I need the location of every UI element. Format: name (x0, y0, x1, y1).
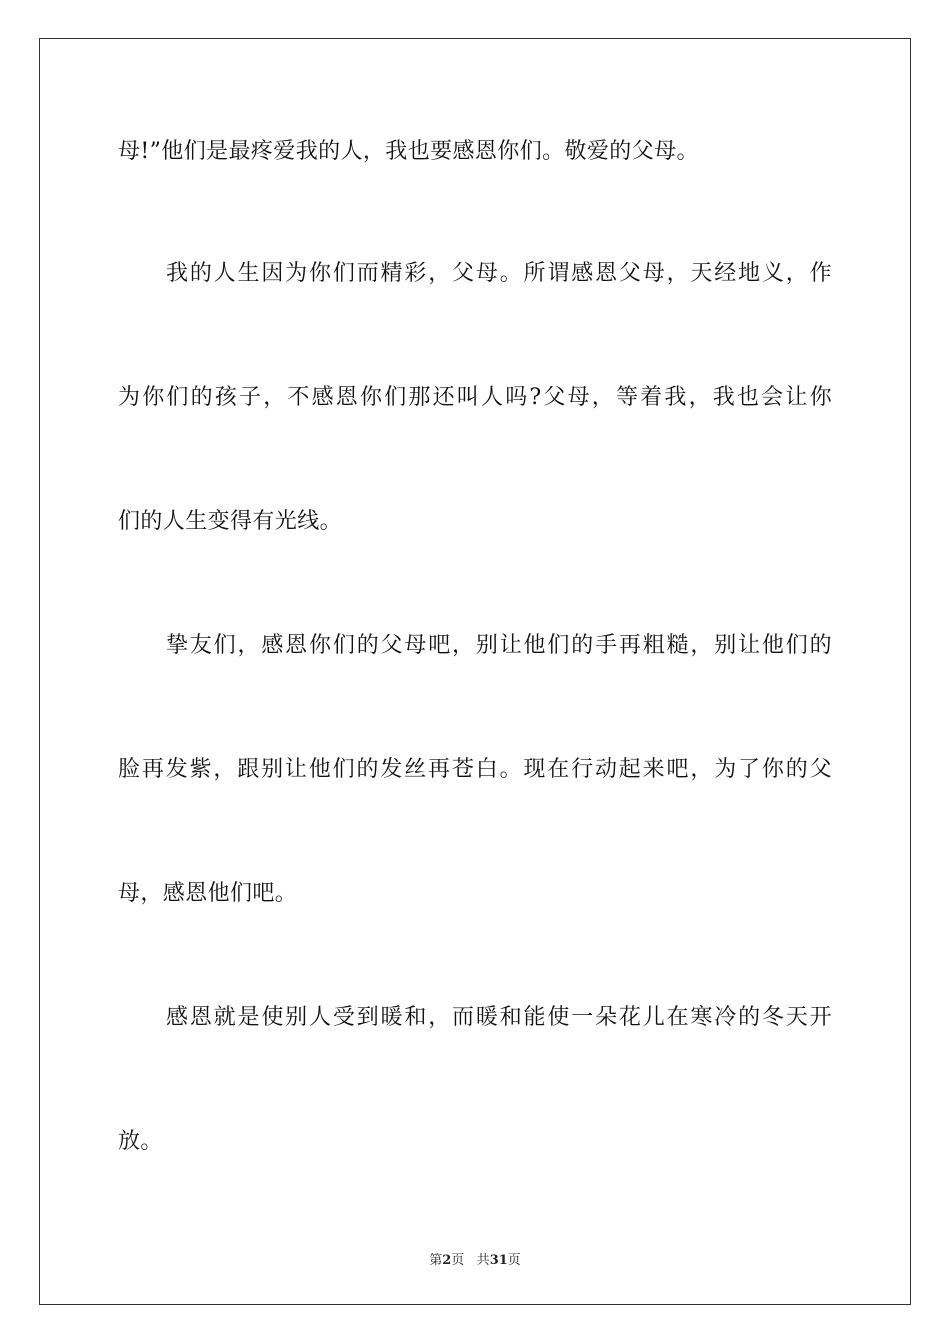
text-line-7: 母，感恩他们吧。 (118, 881, 298, 906)
footer-total-prefix: 共 (476, 1253, 490, 1268)
page-border (39, 38, 911, 1305)
text-line-8: 感恩就是使别人受到暖和，而暖和能使一朵花儿在寒冷的冬天开 (166, 1005, 832, 1030)
footer-page-unit: 页 (451, 1253, 465, 1268)
footer-total-unit: 页 (507, 1253, 521, 1268)
footer-prefix: 第 (429, 1253, 443, 1268)
footer-page-number: 2 (442, 1253, 452, 1268)
text-line-6: 脸再发紫，跟别让他们的发丝再苍白。现在行动起来吧，为了你的父 (118, 757, 832, 782)
text-line-5: 挚友们，感恩你们的父母吧，别让他们的手再粗糙，别让他们的 (166, 633, 832, 658)
text-line-2: 我的人生因为你们而精彩，父母。所谓感恩父母，天经地义，作 (166, 261, 832, 286)
text-line-4: 们的人生变得有光线。 (118, 509, 343, 534)
text-line-9: 放。 (118, 1129, 163, 1154)
text-line-1: 母!”他们是最疼爱我的人，我也要感恩你们。敬爱的父母。 (118, 139, 699, 164)
page-footer (0, 1249, 950, 1268)
text-line-3: 为你们的孩子，不感恩你们那还叫人吗?父母，等着我，我也会让你 (118, 385, 832, 410)
footer-total-pages: 31 (489, 1253, 508, 1268)
